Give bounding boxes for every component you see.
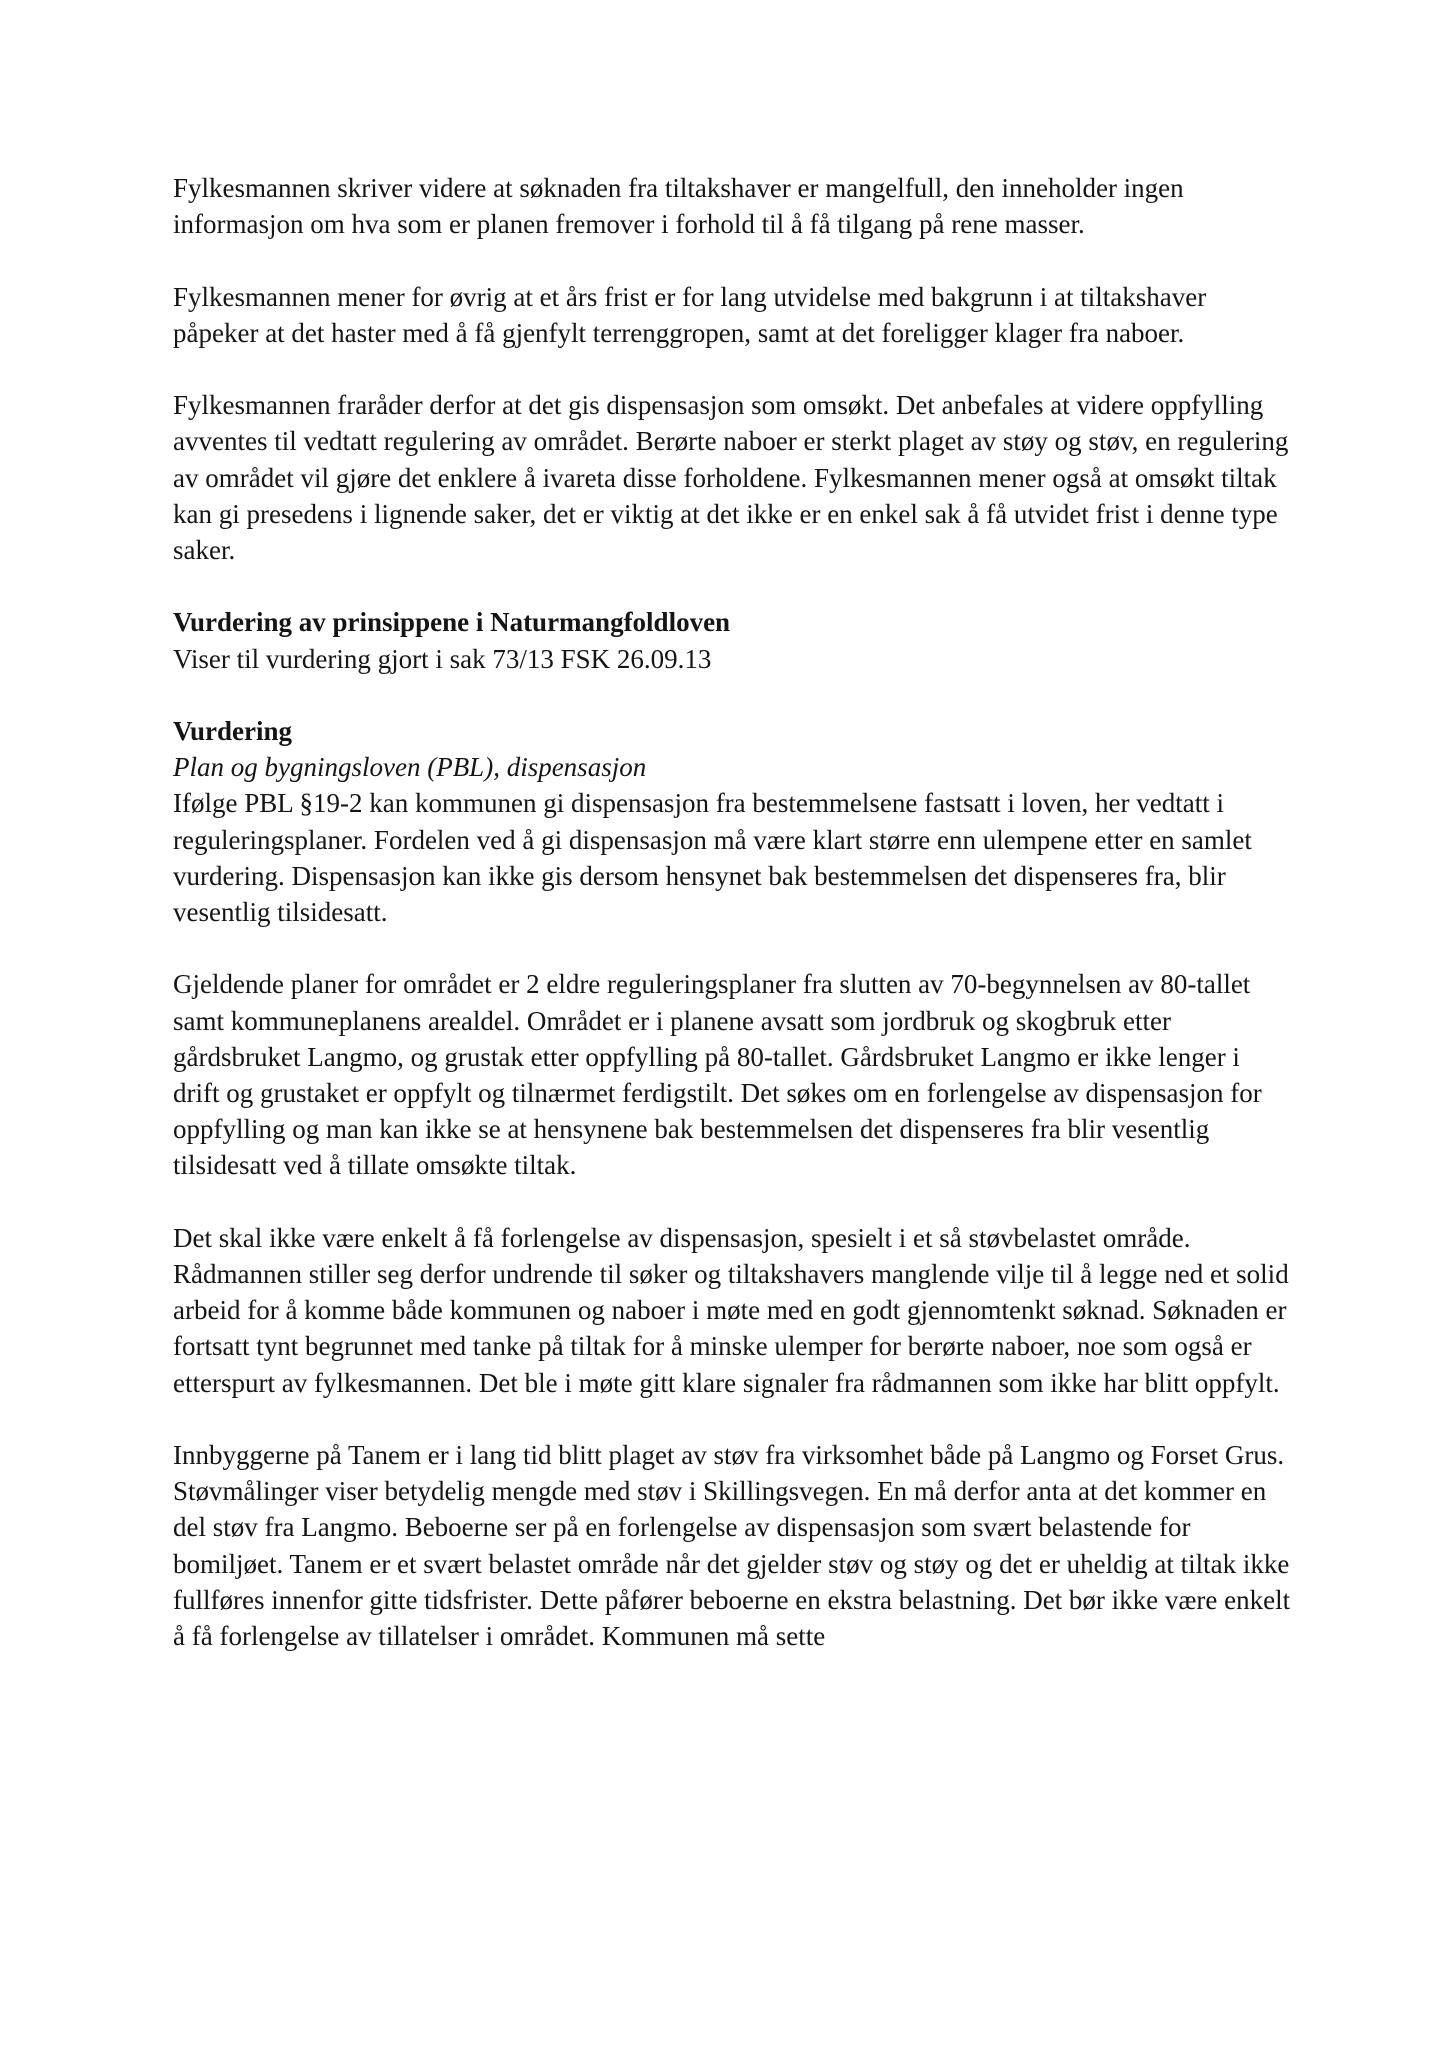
heading-vurdering: Vurdering <box>173 715 293 746</box>
subheading-pbl-dispensasjon: Plan og bygningsloven (PBL), dispensasjon <box>173 752 647 783</box>
section-naturmangfold <box>173 604 1293 676</box>
heading-naturmangfold: Vurdering av prinsippene i Naturmangfoldloven <box>173 607 731 638</box>
paragraph-gjeldende-planer: Gjeldende planer for området er 2 eldre reguleringsplaner fra slutten av 70-begynnelsen av 80-tallet samt kommuneplanens arealdel. Området er i planene avsatt som jordbruk og skogbruk etter gårdsbruket Langmo, og grustak etter oppfylling på 80-tallet. Gårdsbruket Langmo er ikke lenger i drift og grustaket er oppfylt og tilnærmet ferdigstilt. Det søkes om en forlengelse av dispensasjon for oppfylling og man kan ikke se at hensynene bak bestemmelsen det dispenseres fra blir vesentlig tilsidesatt ved å tillate omsøkte tiltak. <box>173 969 1262 1181</box>
paragraph-innbyggerne-tanem: Innbyggerne på Tanem er i lang tid blitt plaget av støv fra virksomhet både på Langmo og Forset Grus. Støvmålinger viser betydelig mengde med støv i Skillingsvegen. En må derfor anta at det kommer en del støv fra Langmo. Beboerne ser på en forlengelse av dispensasjon som svært belastende for bomiljøet. Tanem er et svært belastet område når det gjelder støv og støy og det er uheldig at tiltak ikke fullføres innenfor gitte tidsfrister. Dette påfører beboerne en ekstra belastning. Det bør ikke være enkelt å få forlengelse av tillatelser i området. Kommunen må sette <box>173 1440 1291 1652</box>
document-page <box>173 170 1293 1690</box>
paragraph-mangelfull-soknad: Fylkesmannen skriver videre at søknaden fra tiltakshaver er mangelfull, den inneholder ingen informasjon om hva som er planen fremover i forhold til å få tilgang på rene masser. <box>173 173 1184 240</box>
text-naturmangfold: Viser til vurdering gjort i sak 73/13 FSK 26.09.13 <box>173 643 712 674</box>
paragraph-radmannen-undrende: Det skal ikke være enkelt å få forlengelse av dispensasjon, spesielt i et så støvbelastet område. Rådmannen stiller seg derfor undrende til søker og tiltakshavers manglende vilje til å legge ned et solid arbeid for å komme både kommunen og naboer i møte med en godt gjennomtenkt søknad. Søknaden er fortsatt tynt begrunnet med tanke på tiltak for å minske ulemper for berørte naboer, noe som også er etterspurt av fylkesmannen. Det ble i møte gitt klare signaler fra rådmannen som ikke har blitt oppfylt. <box>173 1222 1289 1398</box>
paragraph-frist-utvidelse: Fylkesmannen mener for øvrig at et års frist er for lang utvidelse med bakgrunn i at tiltakshaver påpeker at det haster med å få gjenfylt terrenggropen, samt at det foreligger klager fra naboer. <box>173 281 1207 348</box>
paragraph-frarader-dispensasjon: Fylkesmannen fraråder derfor at det gis dispensasjon som omsøkt. Det anbefales at videre oppfylling avventes til vedtatt regulering av området. Berørte naboer er sterkt plaget av støy og støv, en regulering av området vil gjøre det enklere å ivareta disse forholdene. Fylkesmannen mener også at omsøkt tiltak kan gi presedens i lignende saker, det er viktig at det ikke er en enkel sak å få utvidet frist i denne type saker. <box>173 390 1289 565</box>
text-pbl-dispensasjon: Ifølge PBL §19-2 kan kommunen gi dispensasjon fra bestemmelsene fastsatt i loven, her vedtatt i reguleringsplaner. Fordelen ved å gi dispensasjon må være klart større enn ulempene etter en samlet vurdering. Dispensasjon kan ikke gis dersom hensynet bak bestemmelsen det dispenseres fra, blir vesentlig tilsidesatt. <box>173 788 1252 927</box>
section-vurdering <box>173 713 1293 930</box>
